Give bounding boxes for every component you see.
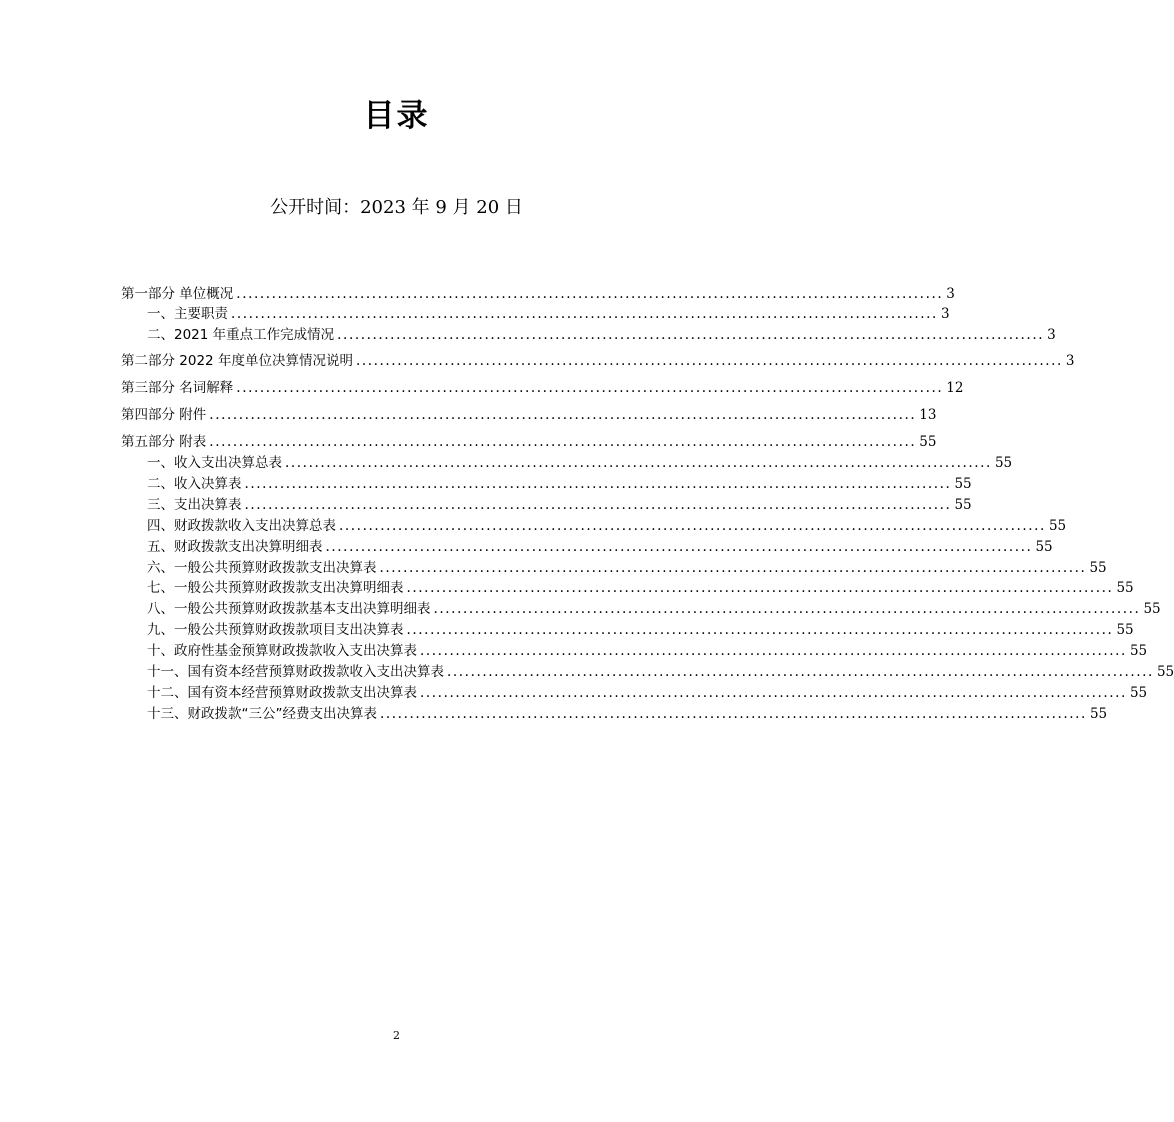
toc-entry-label: 第二部分 2022 年度单位决算情况说明	[121, 353, 353, 369]
dot-leader: ........................................................................................................................	[285, 455, 992, 471]
toc-entry-label: 三、支出决算表	[147, 497, 242, 513]
toc-entry-part-4[interactable]	[121, 405, 937, 425]
dot-leader: ........................................................................................................................	[379, 560, 1087, 576]
toc-entry-5-9[interactable]	[147, 620, 1134, 640]
toc-entry-5-11[interactable]	[147, 662, 1174, 682]
toc-entry-5-12[interactable]	[147, 683, 1148, 703]
dot-leader: ........................................................................................................................	[433, 601, 1141, 617]
toc-entry-page: 3	[940, 306, 950, 322]
toc-entry-label: 第五部分 附表	[121, 434, 207, 450]
toc-entry-page: 12	[946, 380, 964, 396]
toc-entry-label: 十一、国有资本经营预算财政拨款收入支出决算表	[147, 664, 444, 680]
document-title: 目录	[363, 98, 430, 134]
toc-entry-label: 二、2021 年重点工作完成情况	[147, 327, 335, 343]
dot-leader: ........................................................................................................................	[244, 476, 952, 492]
toc-entry-label: 一、主要职责	[147, 306, 228, 322]
toc-entry-label: 七、一般公共预算财政拨款支出决算明细表	[147, 580, 404, 596]
dot-leader: ........................................................................................................................	[231, 306, 938, 322]
toc-entry-page: 3	[1047, 327, 1056, 343]
dot-leader: ........................................................................................................................	[447, 664, 1154, 680]
toc-entry-page: 55	[1048, 518, 1067, 534]
toc-entry-5-7[interactable]	[147, 578, 1134, 598]
dot-leader: ........................................................................................................................	[209, 434, 917, 450]
toc-entry-label: 四、财政拨款收入支出决算总表	[147, 518, 336, 534]
toc-entry-5-5[interactable]	[147, 537, 1053, 557]
dot-leader: ........................................................................................................................	[380, 706, 1087, 722]
toc-entry-label: 第三部分 名词解释	[121, 380, 234, 396]
toc-entry-5-10[interactable]	[147, 641, 1148, 661]
dot-leader: ........................................................................................................................	[244, 497, 952, 513]
toc-entry-label: 第一部分 单位概况	[121, 286, 234, 302]
toc-entry-part-5[interactable]	[121, 432, 937, 452]
dot-leader: ........................................................................................................................	[236, 380, 944, 396]
toc-entry-label: 十二、国有资本经营预算财政拨款支出决算表	[147, 685, 417, 701]
toc-entry-page: 55	[1156, 664, 1174, 680]
toc-entry-5-2[interactable]	[147, 474, 972, 494]
toc-entry-page: 55	[1116, 622, 1134, 638]
toc-entry-page: 13	[919, 407, 937, 423]
dot-leader: ........................................................................................................................	[325, 539, 1033, 555]
toc-entry-page: 3	[1065, 353, 1075, 369]
toc-entry-page: 55	[1089, 560, 1107, 576]
toc-entry-page: 55	[919, 434, 937, 450]
toc-entry-label: 五、财政拨款支出决算明细表	[147, 539, 323, 555]
toc-entry-label: 八、一般公共预算财政拨款基本支出决算明细表	[147, 601, 431, 617]
toc-entry-5-13[interactable]	[147, 704, 1108, 724]
toc-entry-page: 55	[1143, 601, 1161, 617]
toc-entry-page: 3	[946, 286, 955, 302]
toc-entry-page: 55	[1129, 685, 1148, 701]
dot-leader: ........................................................................................................................	[420, 643, 1127, 659]
toc-entry-page: 55	[954, 476, 972, 492]
dot-leader: ........................................................................................................................	[236, 286, 944, 302]
toc-entry-5-8[interactable]	[147, 599, 1161, 619]
toc-entry-1-1[interactable]	[147, 304, 950, 324]
toc-entry-page: 55	[1129, 643, 1148, 659]
toc-entry-page: 55	[1089, 706, 1108, 722]
toc-entry-label: 第四部分 附件	[121, 407, 207, 423]
toc-entry-page: 55	[1035, 539, 1053, 555]
toc-entry-label: 一、收入支出决算总表	[147, 455, 282, 471]
dot-leader: ........................................................................................................................	[420, 685, 1127, 701]
toc-entry-label: 十、政府性基金预算财政拨款收入支出决算表	[147, 643, 417, 659]
dot-leader: ........................................................................................................................	[209, 407, 917, 423]
dot-leader: ........................................................................................................................	[339, 518, 1046, 534]
toc-entry-label: 十三、财政拨款“三公”经费支出决算表	[147, 706, 377, 722]
toc-entry-part-2[interactable]	[121, 351, 1075, 371]
toc-entry-page: 55	[954, 497, 972, 513]
toc-entry-label: 六、一般公共预算财政拨款支出决算表	[147, 560, 377, 576]
dot-leader: ........................................................................................................................	[406, 622, 1114, 638]
toc-entry-5-3[interactable]	[147, 495, 972, 515]
dot-leader: ........................................................................................................................	[337, 327, 1045, 343]
toc-entry-5-1[interactable]	[147, 453, 1013, 473]
toc-entry-part-1[interactable]	[121, 284, 955, 304]
toc-entry-label: 九、一般公共预算财政拨款项目支出决算表	[147, 622, 404, 638]
toc-entry-1-2[interactable]	[147, 325, 1056, 345]
toc-entry-page: 55	[994, 455, 1013, 471]
toc-entry-5-6[interactable]	[147, 558, 1107, 578]
toc-entry-part-3[interactable]	[121, 378, 964, 398]
publish-date: 公开时间：2023 年 9 月 20 日	[270, 197, 523, 218]
dot-leader: ........................................................................................................................	[406, 580, 1114, 596]
toc-entry-page: 55	[1116, 580, 1134, 596]
page-number: 2	[393, 1029, 400, 1042]
toc-entry-label: 二、收入决算表	[147, 476, 242, 492]
toc-entry-5-4[interactable]	[147, 516, 1067, 536]
dot-leader: ........................................................................................................................	[355, 353, 1063, 369]
